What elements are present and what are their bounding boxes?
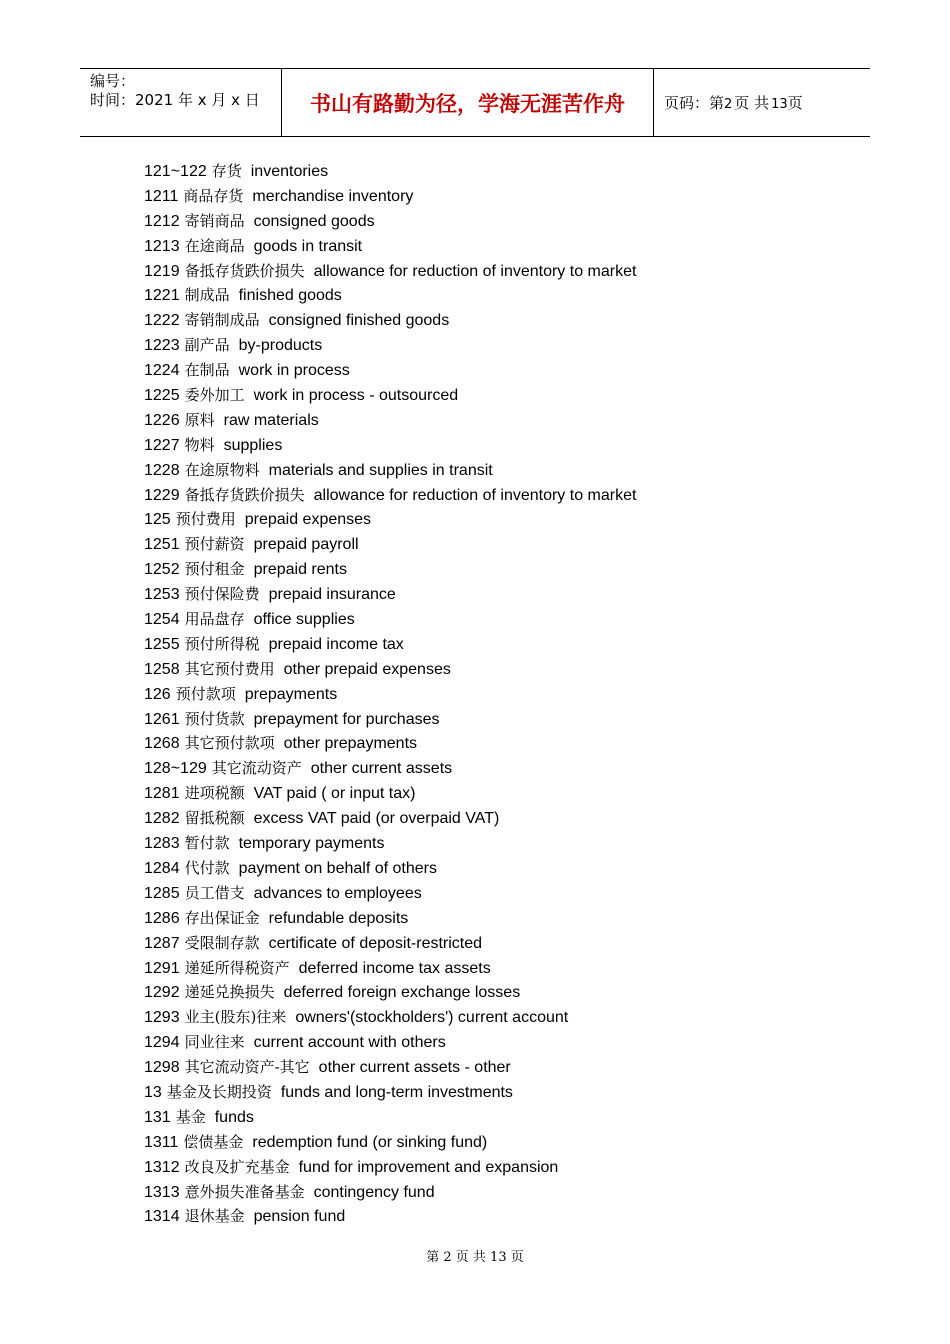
account-name-cn: 制成品 [184, 286, 230, 305]
account-name-cn: 商品存货 [183, 186, 244, 205]
account-code: 1227 [144, 436, 180, 454]
account-code: 1226 [144, 411, 180, 429]
account-entry [144, 1105, 636, 1130]
account-name-cn: 其它流动资产-其它 [184, 1058, 310, 1077]
account-code: 1284 [144, 859, 180, 877]
account-code: 1283 [144, 835, 180, 853]
account-entry [144, 707, 636, 732]
account-name-en: materials and supplies in transit [268, 461, 493, 479]
account-name-cn: 其它预付费用 [184, 659, 275, 678]
account-entry [144, 906, 636, 931]
account-code: 125 [144, 511, 171, 529]
header-page-info [664, 94, 803, 114]
account-name-cn: 业主(股东)往来 [184, 1008, 287, 1027]
account-code: 1224 [144, 362, 180, 380]
page-current: 2 [724, 97, 733, 112]
account-name-en: finished goods [238, 287, 342, 305]
account-name-cn: 意外损失准备基金 [184, 1182, 305, 1201]
account-code: 1294 [144, 1034, 180, 1052]
account-code: 1291 [144, 959, 180, 977]
page-total: 13 [771, 97, 788, 112]
account-entry [144, 433, 636, 458]
account-code: 1286 [144, 909, 180, 927]
header-motto-cell [282, 69, 654, 136]
account-list [144, 159, 636, 1229]
document-number-label: 编号： [90, 72, 136, 90]
account-entry [144, 781, 636, 806]
account-entry [144, 209, 636, 234]
page-header [80, 68, 870, 137]
account-name-en: owners'(stockholders') current account [295, 1009, 569, 1027]
account-name-en: other prepaid expenses [283, 660, 451, 678]
account-entry [144, 632, 636, 657]
document-date: 时间：2021 年 x 月 x 日 [90, 91, 260, 109]
account-name-en: by-products [238, 337, 323, 355]
account-entry [144, 184, 636, 209]
account-name-cn: 代付款 [184, 858, 230, 877]
account-code: 1229 [144, 486, 180, 504]
header-motto: 书山有路勤为径，学海无涯苦作舟 [310, 91, 625, 116]
account-name-en: prepaid payroll [253, 536, 359, 554]
account-name-en: fund for improvement and expansion [298, 1158, 559, 1176]
account-entry [144, 532, 636, 557]
account-name-en: current account with others [253, 1034, 446, 1052]
account-entry [144, 1005, 636, 1030]
account-code: 1287 [144, 934, 180, 952]
account-entry [144, 383, 636, 408]
account-name-en: pension fund [253, 1208, 346, 1226]
account-entry [144, 956, 636, 981]
account-name-cn: 退休基金 [184, 1207, 245, 1226]
account-code: 131 [144, 1108, 171, 1126]
account-name-en: contingency fund [313, 1183, 435, 1201]
account-code: 126 [144, 685, 171, 703]
account-entry [144, 582, 636, 607]
account-name-cn: 预付保险费 [184, 585, 260, 604]
account-code: 1292 [144, 984, 180, 1002]
account-entry [144, 1130, 636, 1155]
account-name-cn: 预付所得税 [184, 634, 260, 653]
account-code: 1281 [144, 785, 180, 803]
account-name-cn: 在途原物料 [184, 460, 260, 479]
header-page-cell [654, 69, 870, 136]
account-name-cn: 预付租金 [184, 560, 245, 579]
account-name-en: prepaid expenses [244, 511, 372, 529]
account-name-cn: 原料 [184, 410, 215, 429]
account-name-cn: 其它流动资产 [211, 759, 302, 778]
account-code: 1314 [144, 1208, 180, 1226]
account-entry [144, 308, 636, 333]
account-name-en: goods in transit [253, 237, 363, 255]
account-code: 13 [144, 1083, 162, 1101]
account-name-en: advances to employees [253, 884, 422, 902]
page-suffix: 页 [787, 94, 803, 112]
account-entry [144, 333, 636, 358]
account-name-cn: 受限制存款 [184, 933, 260, 952]
account-entry [144, 408, 636, 433]
account-name-en: allowance for reduction of inventory to market [313, 486, 637, 504]
account-name-cn: 备抵存货跌价损失 [184, 485, 305, 504]
account-name-en: other current assets - other [318, 1059, 511, 1077]
account-name-cn: 预付薪资 [184, 535, 245, 554]
account-code: 1312 [144, 1158, 180, 1176]
account-entry [144, 682, 636, 707]
account-name-cn: 物料 [184, 435, 215, 454]
account-name-cn: 预付货款 [184, 709, 245, 728]
account-name-en: supplies [223, 436, 283, 454]
account-code: 1313 [144, 1183, 180, 1201]
account-code: 1252 [144, 561, 180, 579]
account-name-en: raw materials [223, 411, 319, 429]
account-code: 1222 [144, 312, 180, 330]
account-entry [144, 483, 636, 508]
account-name-en: other prepayments [283, 735, 418, 753]
account-entry [144, 557, 636, 582]
account-code: 1268 [144, 735, 180, 753]
account-name-cn: 用品盘存 [184, 610, 245, 629]
account-name-en: inventories [250, 163, 329, 180]
account-name-cn: 预付费用 [175, 510, 236, 529]
account-entry [144, 856, 636, 881]
account-code: 1261 [144, 710, 180, 728]
account-entry [144, 1180, 636, 1205]
account-name-cn: 递延兑换损失 [184, 983, 275, 1002]
account-name-cn: 寄销制成品 [184, 311, 260, 330]
account-name-cn: 其它预付款项 [184, 734, 275, 753]
account-code: 1254 [144, 611, 180, 629]
account-entry [144, 881, 636, 906]
account-code: 1311 [144, 1133, 179, 1151]
account-name-en: office supplies [253, 611, 355, 629]
account-name-cn: 备抵存货跌价损失 [184, 261, 305, 280]
account-name-en: merchandise inventory [252, 187, 414, 205]
account-name-en: allowance for reduction of inventory to market [313, 262, 637, 280]
account-name-en: funds and long-term investments [280, 1083, 513, 1101]
account-name-cn: 留抵税额 [184, 809, 245, 828]
account-entry [144, 259, 636, 284]
account-entry [144, 358, 636, 383]
account-name-en: consigned goods [253, 212, 375, 230]
account-entry [144, 507, 636, 532]
account-code: 128~129 [144, 760, 207, 778]
account-name-en: work in process - outsourced [253, 387, 459, 405]
account-code: 121~122 [144, 163, 207, 180]
account-code: 1219 [144, 262, 180, 280]
account-code: 1282 [144, 810, 180, 828]
account-code: 1212 [144, 212, 180, 230]
account-name-cn: 员工借支 [184, 883, 245, 902]
account-name-en: prepaid income tax [268, 635, 404, 653]
account-name-en: VAT paid ( or input tax) [253, 785, 416, 803]
account-code: 1213 [144, 237, 180, 255]
account-name-cn: 寄销商品 [184, 211, 245, 230]
account-code: 1211 [144, 187, 179, 205]
account-name-cn: 暂付款 [184, 834, 230, 853]
account-entry [144, 159, 636, 184]
page-prefix: 页码：第 [664, 94, 725, 112]
account-code: 1223 [144, 337, 180, 355]
account-name-en: prepaid insurance [268, 586, 396, 604]
account-entry [144, 831, 636, 856]
account-name-en: temporary payments [238, 835, 385, 853]
page-footer: 第 2 页 共 13 页 [426, 1250, 524, 1265]
account-entry [144, 1080, 636, 1105]
account-code: 1298 [144, 1059, 180, 1077]
account-name-en: other current assets [310, 760, 453, 778]
account-code: 1253 [144, 586, 180, 604]
account-name-cn: 基金及长期投资 [166, 1082, 272, 1101]
account-code: 1258 [144, 660, 180, 678]
account-entry [144, 458, 636, 483]
account-name-cn: 基金 [175, 1107, 206, 1126]
account-entry [144, 980, 636, 1005]
account-name-cn: 存货 [211, 162, 242, 180]
account-name-cn: 副产品 [184, 336, 230, 355]
account-entry [144, 1030, 636, 1055]
account-name-cn: 在途商品 [184, 236, 245, 255]
account-code: 1225 [144, 387, 180, 405]
account-entry [144, 1204, 636, 1229]
account-code: 1228 [144, 461, 180, 479]
account-entry [144, 657, 636, 682]
account-entry [144, 806, 636, 831]
account-name-en: deferred foreign exchange losses [283, 984, 521, 1002]
account-code: 1221 [144, 287, 180, 305]
account-name-en: funds [214, 1108, 254, 1126]
account-name-cn: 递延所得税资产 [184, 958, 290, 977]
account-name-en: consigned finished goods [268, 312, 450, 330]
account-name-en: certificate of deposit-restricted [268, 934, 483, 952]
header-info-cell [80, 69, 282, 136]
account-entry [144, 283, 636, 308]
account-entry [144, 607, 636, 632]
account-name-en: refundable deposits [268, 909, 409, 927]
account-name-cn: 委外加工 [184, 386, 245, 405]
account-name-cn: 改良及扩充基金 [184, 1157, 290, 1176]
account-entry [144, 756, 636, 781]
account-name-en: prepaid rents [253, 561, 347, 579]
account-name-cn: 同业往来 [184, 1033, 245, 1052]
page-middle: 页 共 [734, 94, 770, 112]
account-code: 1285 [144, 884, 180, 902]
account-name-en: prepayment for purchases [253, 710, 440, 728]
account-name-cn: 预付款项 [175, 684, 236, 703]
account-name-en: deferred income tax assets [298, 959, 491, 977]
account-name-cn: 进项税额 [184, 784, 245, 803]
account-entry [144, 1055, 636, 1080]
account-entry [144, 1155, 636, 1180]
account-name-en: work in process [238, 362, 350, 380]
account-name-en: payment on behalf of others [238, 859, 437, 877]
account-entry [144, 234, 636, 259]
account-name-en: excess VAT paid (or overpaid VAT) [253, 810, 500, 828]
account-code: 1255 [144, 635, 180, 653]
account-name-en: redemption fund (or sinking fund) [252, 1133, 488, 1151]
account-name-cn: 偿债基金 [183, 1132, 244, 1151]
account-name-cn: 存出保证金 [184, 908, 260, 927]
account-name-en: prepayments [244, 685, 338, 703]
account-code: 1293 [144, 1009, 180, 1027]
account-code: 1251 [144, 536, 180, 554]
account-name-cn: 在制品 [184, 361, 230, 380]
account-entry [144, 731, 636, 756]
account-entry [144, 931, 636, 956]
